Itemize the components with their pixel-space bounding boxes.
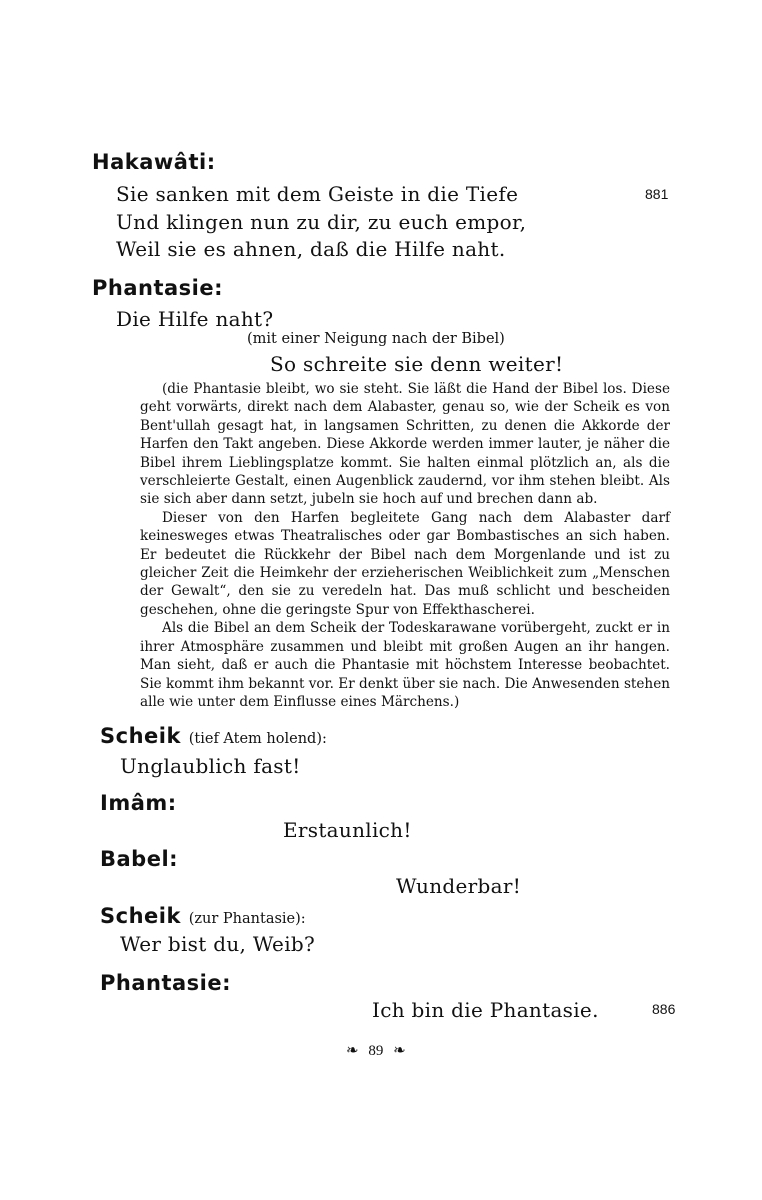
speaker-scheik — [100, 904, 306, 928]
stage-direction: (zur Phantasie): — [188, 911, 306, 927]
verse-line: Die Hilfe naht? — [116, 307, 274, 331]
speaker-name: Scheik — [100, 724, 181, 748]
verse-line: Weil sie es ahnen, daß die Hilfe naht. — [116, 237, 506, 261]
stage-direction-block — [140, 380, 670, 711]
stage-direction: (mit einer Neigung nach der Bibel) — [247, 331, 505, 347]
speaker-babel: Babel: — [100, 847, 179, 871]
page-number: 89 — [368, 1043, 384, 1059]
verse-line: Unglaublich fast! — [120, 754, 301, 778]
verse-line: So schreite sie denn weiter! — [270, 352, 564, 376]
verse-line: Erstaunlich! — [283, 818, 412, 842]
folio-ornament-right: ❧ — [393, 1043, 406, 1059]
page-folio — [346, 1041, 406, 1060]
line-number: 881 — [645, 186, 669, 202]
speaker-scheik — [100, 724, 327, 748]
stage-paragraph: Als die Bibel an dem Scheik der Todeskarawane vorübergeht, zuckt er in ihrer Atmosphäre zusammen und bleibt mit großen Augen an ihr hangen. Man sieht, daß er auch die Phantasie mit höchstem Interesse beobachtet. Sie kommt ihm bekannt vor. Er denkt über sie nach. Die Anwesenden stehen alle wie unter dem Einflusse eines Märchens.) — [140, 620, 670, 710]
verse-line: Wunderbar! — [396, 874, 522, 898]
stage-paragraph: (die Phantasie bleibt, wo sie steht. Sie läßt die Hand der Bibel los. Diese geht vorwärts, direkt nach dem Alabaster, genau so, wie der Scheik es von Bent'ullah gesagt hat, in langsamen Schritten, zu denen die Akkorde der Harfen den Takt angeben. Diese Akkorde werden immer lauter, je näher die Bibel ihrem Lieblingsplatze kommt. Sie halten einmal plötzlich an, als die verschleierte Gestalt, einen Augenblick zaudernd, vor ihm stehen bleibt. Als sie sich aber dann setzt, jubeln sie hoch auf und brechen dann ab. — [140, 381, 670, 508]
speaker-hakawati: Hakawâti: — [92, 150, 216, 174]
folio-ornament-left: ❧ — [346, 1043, 359, 1059]
stage-paragraph: Dieser von den Harfen begleitete Gang nach dem Alabaster darf keinesweges etwas Theatralisches oder gar Bombastisches an sich haben. Er bedeutet die Rückkehr der Bibel nach dem Morgenlande und ist zu gleicher Zeit die Heimkehr der erzieherischen Weiblichkeit zum „Menschen der Gewalt“, den sie zu veredeln hat. Das muß schlicht und bescheiden geschehen, ohne die geringste Spur von Effekthascherei. — [140, 509, 670, 618]
speaker-phantasie: Phantasie: — [92, 276, 224, 300]
verse-line: Wer bist du, Weib? — [120, 932, 316, 956]
verse-line: Und klingen nun zu dir, zu euch empor, — [116, 210, 527, 234]
speaker-name: Scheik — [100, 904, 181, 928]
stage-direction: (tief Atem holend): — [188, 731, 327, 747]
speaker-imam: Imâm: — [100, 791, 177, 815]
line-number: 886 — [652, 1001, 676, 1017]
verse-line: Ich bin die Phantasie. — [372, 998, 599, 1022]
speaker-phantasie: Phantasie: — [100, 971, 232, 995]
verse-line: Sie sanken mit dem Geiste in die Tiefe — [116, 182, 519, 206]
